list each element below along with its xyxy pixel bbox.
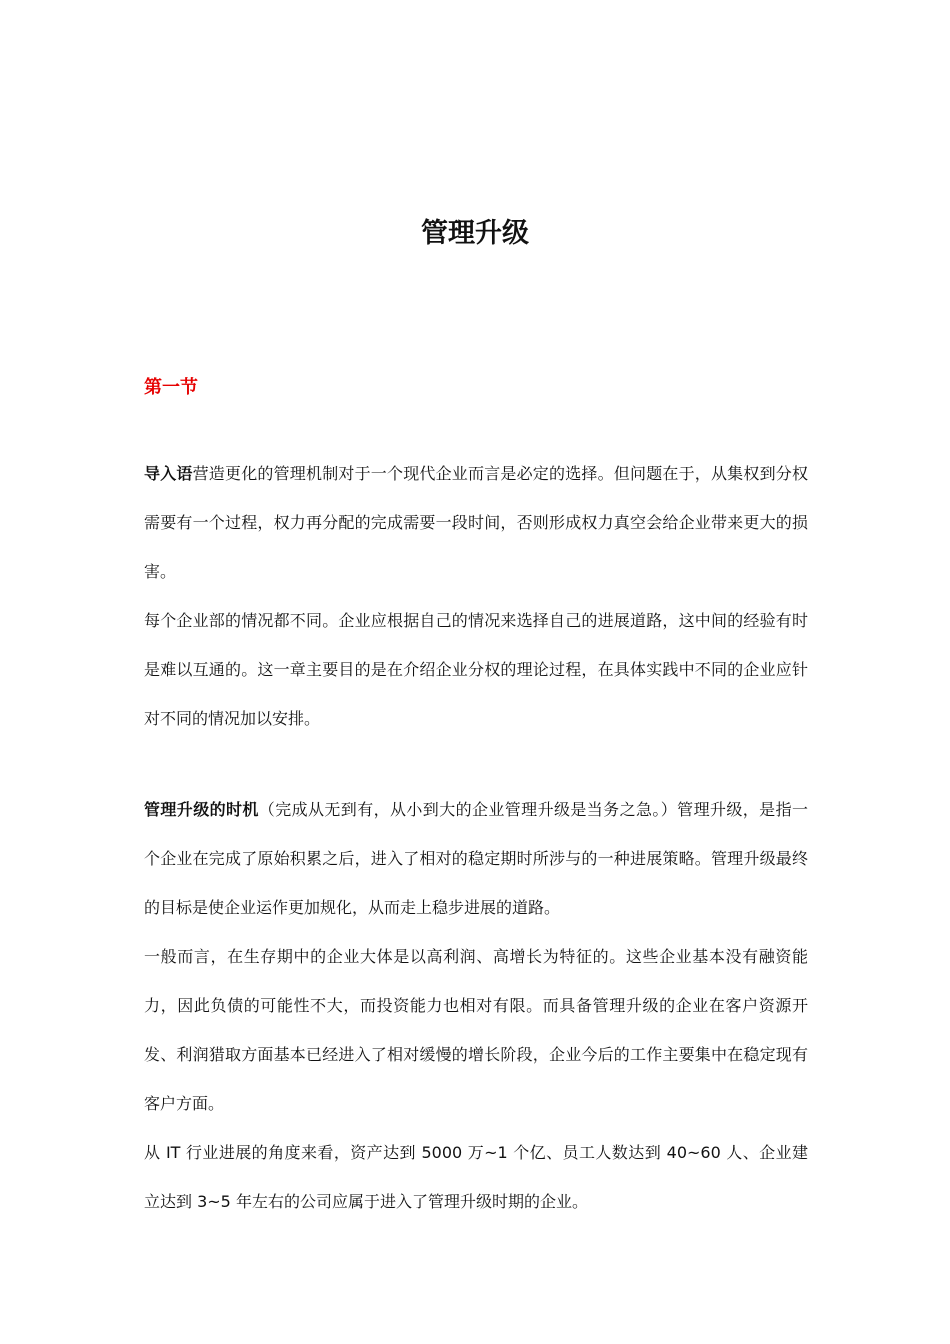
intro-lead: 导入语 [144,464,193,483]
paragraph-text: （完成从无到有，从小到大的企业管理升级是当务之急。）管理升级，是指一个企业在完成了原始积累之后，进入了相对的稳定期时所涉与的一种进展策略。管理升级最终的目标是使企业运作更加规化，从而走上稳步进展的道路。 [144,800,808,917]
timing-section [144,785,808,1226]
paragraph [144,785,808,932]
paragraph-text: 营造更化的管理机制对于一个现代企业而言是必定的选择。但问题在于，从集权到分权需要有一个过程，权力再分配的完成需要一段时间，否则形成权力真空会给企业带来更大的损害。 [144,464,808,581]
paragraph [144,449,808,596]
section-heading: 第一节 [144,377,198,398]
page-title: 管理升级 [421,218,529,249]
timing-lead: 管理升级的时机 [144,800,259,819]
intro-section [144,449,808,743]
paragraph: 一般而言，在生存期中的企业大体是以高利润、高增长为特征的。这些企业基本没有融资能力，因此负债的可能性不大，而投资能力也相对有限。而具备管理升级的企业在客户资源开发、利润猎取方面基本已经进入了相对缓慢的增长阶段，企业今后的工作主要集中在稳定现有客户方面。 [144,947,808,1113]
paragraph: 从 IT 行业进展的角度来看，资产达到 5000 万~1 个亿、员工人数达到 40~60 人、企业建立达到 3~5 年左右的公司应属于进入了管理升级时期的企业。 [144,1143,808,1211]
paragraph: 每个企业部的情况都不同。企业应根据自己的情况来选择自己的进展道路，这中间的经验有时是难以互通的。这一章主要目的是在介绍企业分权的理论过程，在具体实践中不同的企业应针对不同的情况加以安排。 [144,611,808,728]
